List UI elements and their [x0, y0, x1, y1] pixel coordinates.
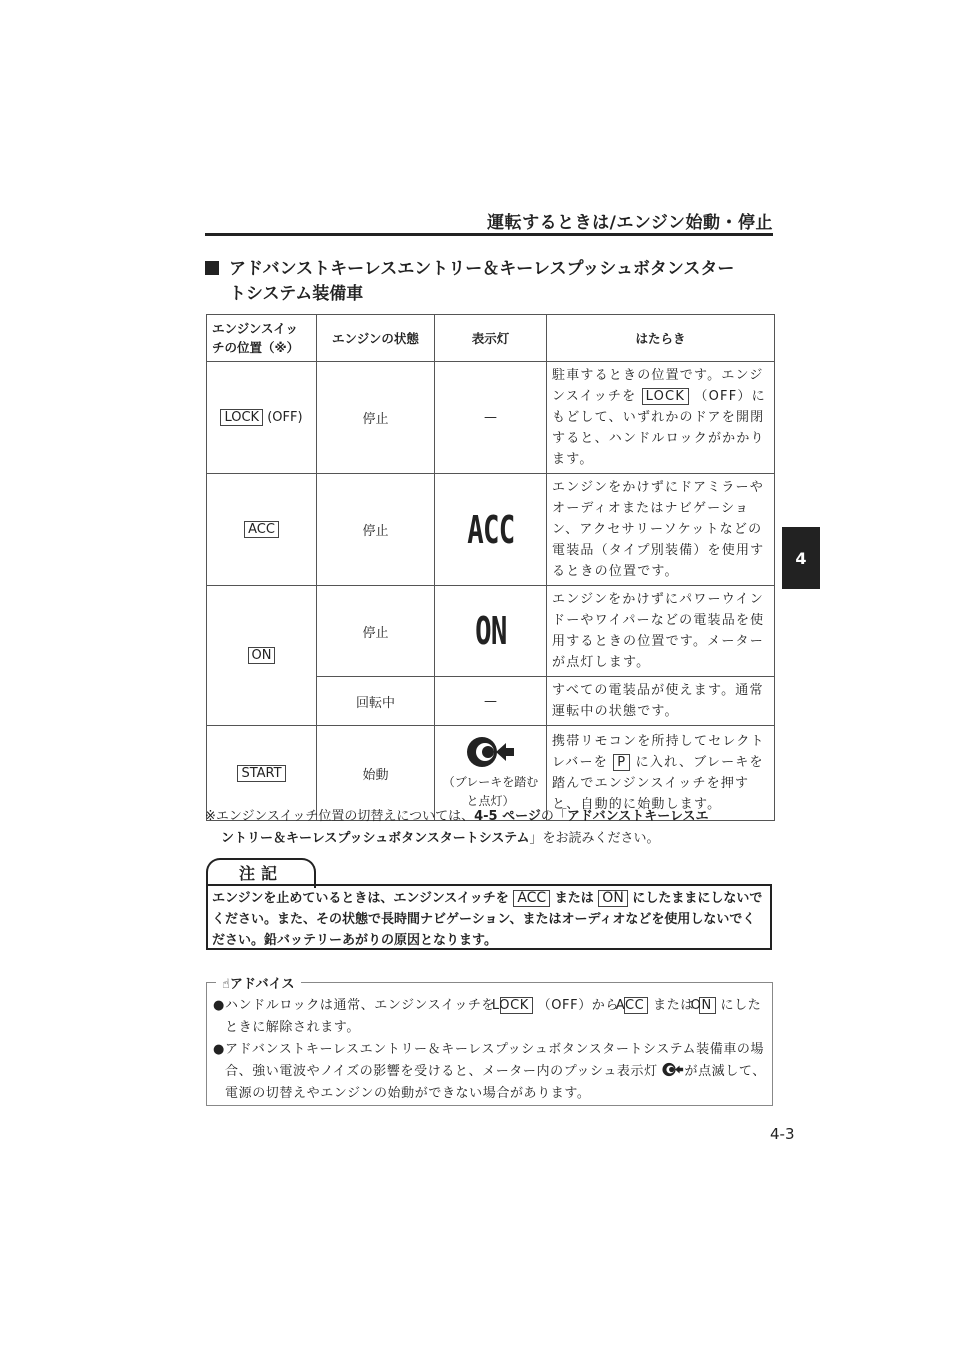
push-indicator-icon [662, 1062, 684, 1077]
table-row: 回転中 — すべての電装品が使えます。通常運転中の状態です。 [207, 677, 775, 726]
switch-position-table [206, 314, 775, 821]
pointing-hand-icon: ☝ [222, 977, 230, 992]
header-position: エンジンスイッ チの位置（※） [207, 315, 317, 362]
caution-label: 注記 [206, 858, 316, 888]
push-indicator-icon [466, 735, 516, 769]
footnote: ※エンジンスイッチ位置の切替えについては、4-5 ページの「アドバンストキーレスエ ントリー＆キーレスプッシュボタンスタートシステム」をお読みください。 [205, 809, 709, 846]
on-indicator: ON [474, 609, 507, 653]
list-item: ●アドバンストキーレスエントリー＆キーレスプッシュボタンスタートシステム装備車の場合、強い電波やノイズの影響を受けると、メーター内のプッシュ表示灯 が点滅して、電源の切替えやエンジンの始動ができない場合があります。 [213, 1042, 766, 1101]
advice-box [206, 982, 773, 1106]
lock-key: LOCK [220, 409, 263, 426]
header-indicator: 表示灯 [435, 315, 547, 362]
start-key: START [237, 765, 285, 782]
header-function: はたらき [547, 315, 775, 362]
chapter-tab[interactable]: 4 [782, 527, 820, 589]
header-title: 運転するときは/エンジン始動・停止 [487, 213, 773, 233]
square-bullet-icon [205, 261, 219, 275]
advice-label: ☝アドバイス [216, 973, 301, 992]
table-row: ACC 停止 ACC エンジンをかけずにドアミラーやオーディオまたはナビゲーション、アクセサリーソケットなどの電装品（タイプ別装備）を使用するときの位置です。 [207, 474, 775, 586]
acc-indicator: ACC [466, 507, 515, 552]
on-key: ON [248, 647, 276, 664]
header-rule [205, 233, 773, 236]
page-number: 4-3 [770, 1125, 795, 1143]
caution-box: エンジンを止めているときは、エンジンスイッチを ACC または ON にしたままにしないでください。また、その状態で長時間ナビゲーション、またはオーディオなどを使用しないでください。鉛バッテリーあがりの原因となります。 [206, 884, 772, 950]
header-state: エンジンの状態 [317, 315, 435, 362]
table-row: ON 停止 ON エンジンをかけずにパワーウインドーやワイパーなどの電装品を使用するときの位置です。メーターが点灯します。 [207, 586, 775, 677]
table-row: START 始動 （ブレーキを踏む と点灯） 携帯リモコンを所持してセレクトレバーを P に入れ、ブレーキを踏んでエンジンスイッチを押すと、自動的に始動します。 [207, 726, 775, 821]
table-header-row [207, 315, 775, 362]
section-title: アドバンストキーレスエントリー＆キーレスプッシュボタンスター トシステム装備車 [205, 257, 775, 307]
acc-key: ACC [244, 521, 279, 538]
list-item: ●ハンドルロックは通常、エンジンスイッチを LOCK （OFF）から ACC または ON にしたときに解除されます。 [213, 998, 762, 1035]
table-row: LOCK (OFF) 停止 — 駐車するときの位置です。エンジンスイッチを LOCK （OFF）にもどして、いずれかのドアを開閉すると、ハンドルロックがかかります。 [207, 362, 775, 474]
